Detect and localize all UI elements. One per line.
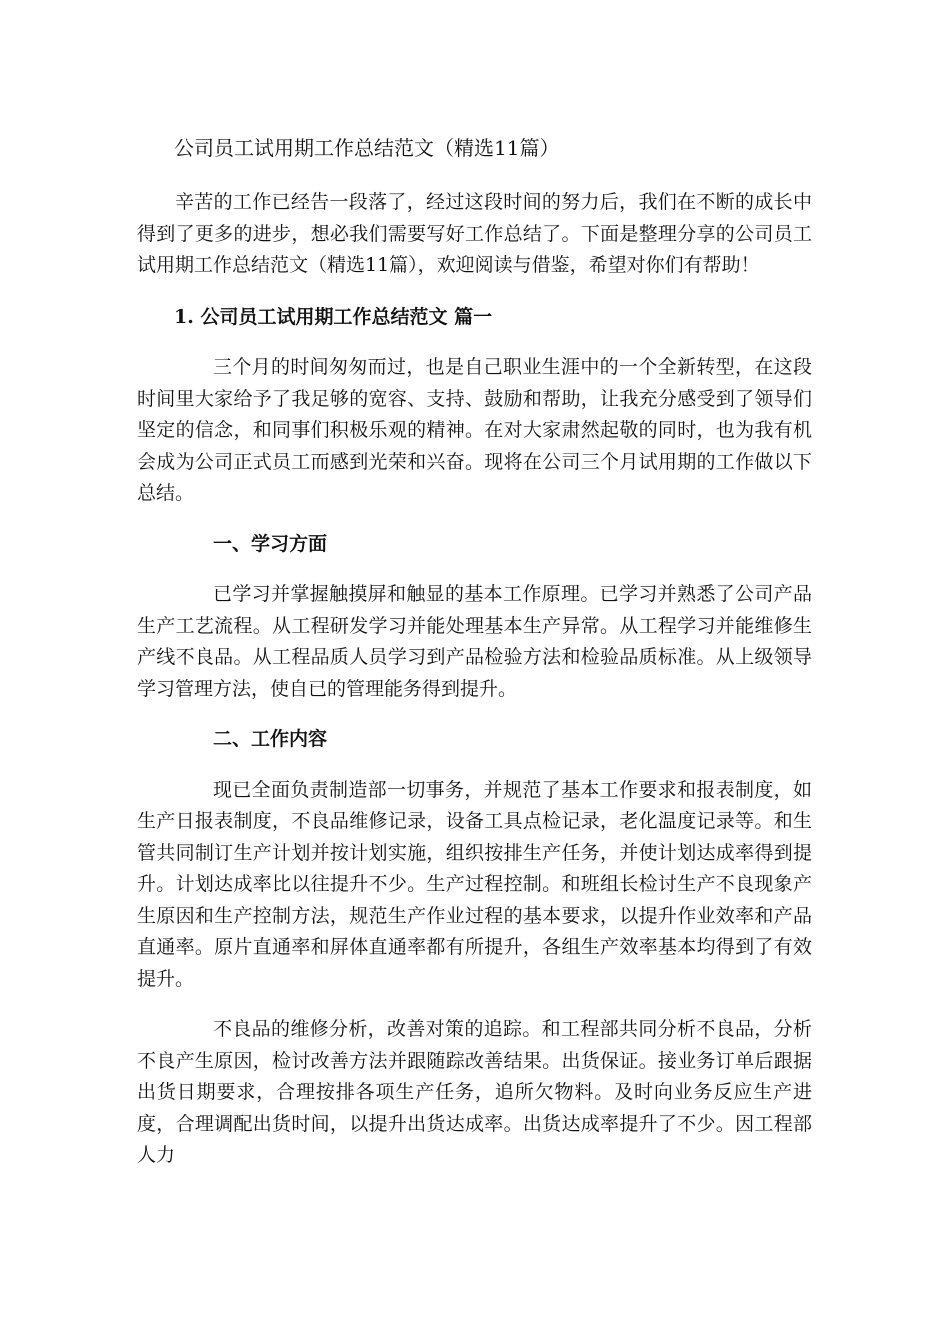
document-body xyxy=(137,131,812,1172)
document-title: 公司员工试用期工作总结范文（精选11篇） xyxy=(174,136,560,160)
spacer xyxy=(137,705,812,724)
spacer xyxy=(137,560,812,579)
body-paragraph-3: 现已全面负责制造部一切事务，并规范了基本工作要求和报表制度，如生产日报表制度，不良品维修记录，设备工具点检记录，老化温度记录等。和生管共同制订生产计划并按计划实施，组织按排生产任务，并使计划达成率得到提升。计划达成率比以往提升不少。生产过程控制。和班组长检讨生产不良现象产生原因和生产控制方法，规范生产作业过程的基本要求，以提升作业效率和产品直通率。原片直通率和屏体直通率都有所提升，各组生产效率基本均得到了有效提升。 xyxy=(137,778,812,990)
body-paragraph-1: 三个月的时间匆匆而过，也是自己职业生涯中的一个全新转型，在这段时间里大家给予了我足够的宽容、支持、鼓励和帮助，让我充分感受到了领导们坚定的信念，和同事们积极乐观的精神。在对大家肃然起敬的同时，也为我有机会成为公司正式员工而感到光荣和兴奋。现将在公司三个月试用期的工作做以下总结。 xyxy=(137,356,812,504)
subheading-work-content: 二、工作内容 xyxy=(213,728,328,750)
spacer xyxy=(137,333,812,352)
section-title: 1. 公司员工试用期工作总结范文 篇一 xyxy=(174,305,493,328)
spacer xyxy=(137,995,812,1014)
body-paragraph-2: 已学习并掌握触摸屏和触显的基本工作原理。已学习并熟悉了公司产品生产工艺流程。从工程研发学习并能处理基本生产异常。从工程学习并能维修生产线不良品。从工程品质人员学习到产品检验方法和检验品质标准。从上级领导学习管理方法，使自已的管理能务得到提升。 xyxy=(137,583,812,700)
body-paragraph-4: 不良品的维修分析，改善对策的追踪。和工程部共同分析不良品，分析不良产生原因，检讨改善方法并跟随踪改善结果。出货保证。接业务订单后跟据出货日期要求，合理按排各项生产任务，追所欠物料。及时向业务反应生产进度，合理调配出货时间，以提升出货达成率。出货达成率提升了不少。因工程部人力 xyxy=(137,1018,812,1166)
spacer xyxy=(137,756,812,775)
spacer xyxy=(137,165,812,187)
intro-paragraph: 辛苦的工作已经告一段落了，经过这段时间的努力后，我们在不断的成长中得到了更多的进步，想必我们需要写好工作总结了。下面是整理分享的公司员工试用期工作总结范文（精选11篇），欢迎阅读与借鉴，希望对你们有帮助！ xyxy=(137,191,812,276)
spacer xyxy=(137,510,812,529)
spacer xyxy=(137,282,812,302)
subheading-study: 一、学习方面 xyxy=(213,532,328,555)
